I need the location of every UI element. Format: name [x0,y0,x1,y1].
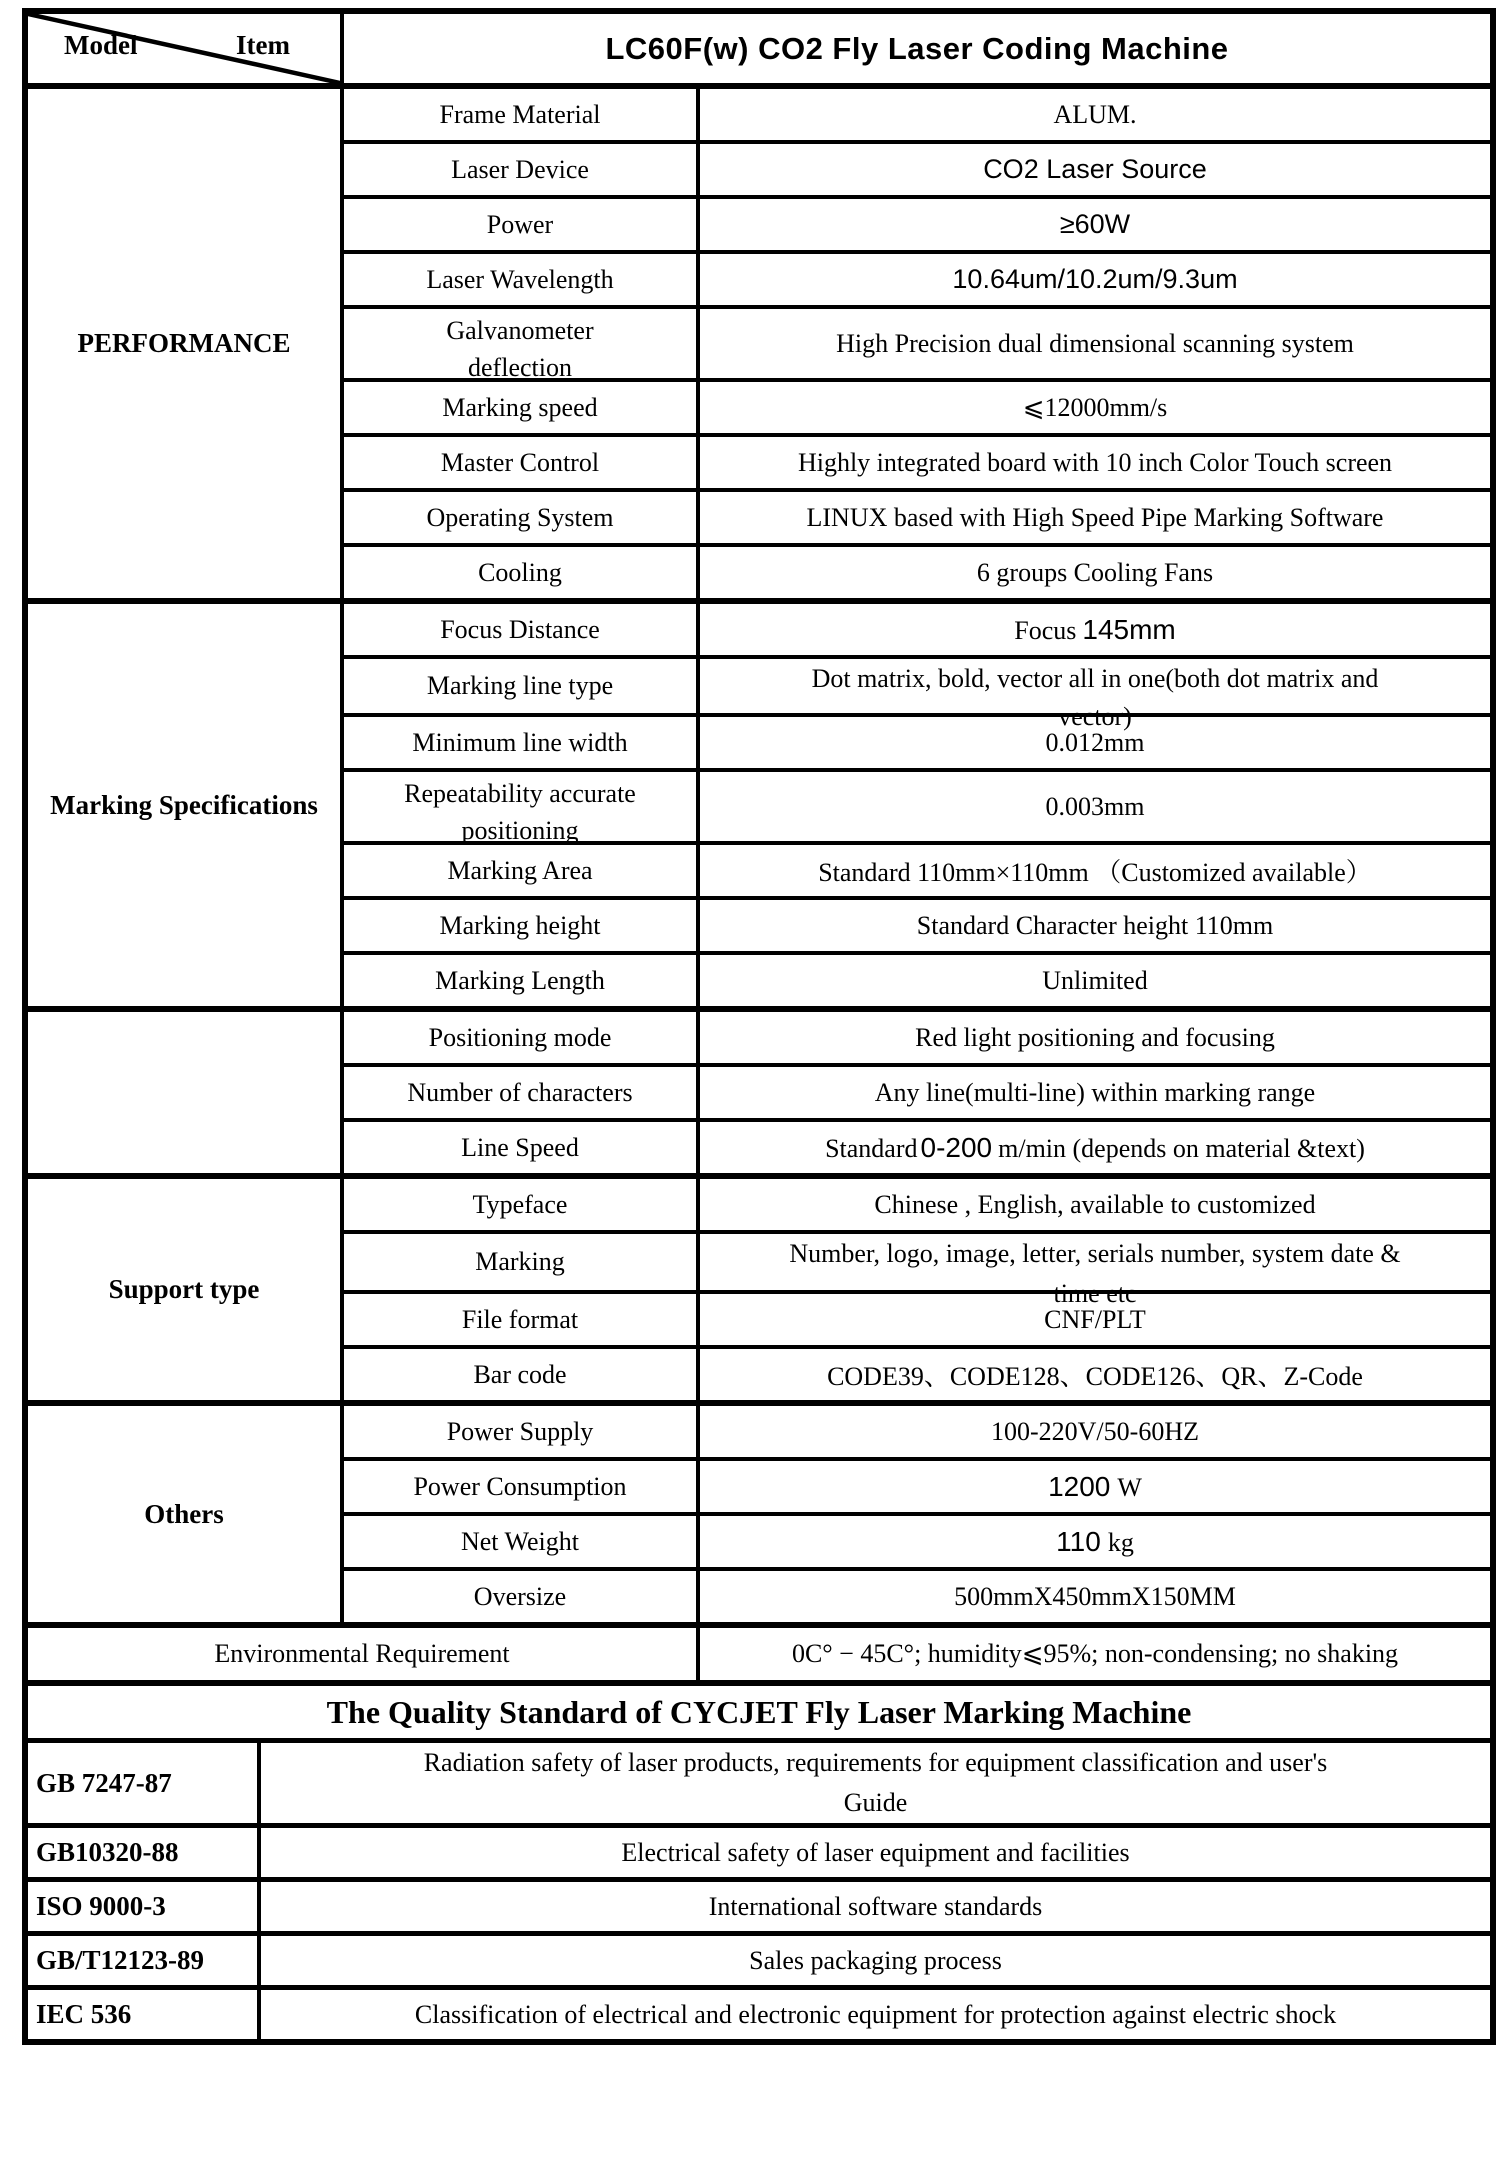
quality-standard-title: The Quality Standard of CYCJET Fly Laser Marking Machine [25,1686,1493,1741]
spec-value: Chinese , English, available to customized [698,1176,1493,1232]
spec-label: Laser Wavelength [342,252,698,307]
spec-value: 100-220V/50-60HZ [698,1403,1493,1459]
spec-label: Marking [342,1232,698,1292]
spec-value: Highly integrated board with 10 inch Color Touch screen [698,435,1493,490]
spec-value [698,1232,1493,1308]
spec-value [698,1120,1493,1176]
standard-description-line2: Guide [843,1788,908,1817]
standard-description: Sales packaging process [259,1934,1493,1988]
spec-value-number: 110 [1056,1525,1101,1557]
spec-label: Oversize [342,1569,698,1625]
table-row [25,1988,1493,2043]
standard-description-text [271,1743,1480,1823]
section-label-marking-specifications: Marking Specifications [25,601,342,1009]
spec-value-line2: time etc [1053,1279,1137,1308]
spec-label: Marking height [342,898,698,953]
table-row [25,1880,1493,1934]
spec-label: Frame Material [342,86,698,142]
spec-label [342,770,698,843]
spec-value: Standard Character height 110mm [698,898,1493,953]
spec-label: Cooling [342,545,698,601]
standard-code: IEC 536 [25,1988,259,2043]
spec-value-number: 0-200 [920,1131,993,1163]
spec-label: Operating System [342,490,698,545]
spec-value: Red light positioning and focusing [698,1009,1493,1065]
section-label-empty [25,1009,342,1176]
spec-value: Any line(multi-line) within marking range [698,1065,1493,1120]
spec-label-text: Galvanometer deflection [446,315,594,382]
spec-label: Bar code [342,1347,698,1403]
spec-value: ALUM. [698,86,1493,142]
spec-value-line2: vector) [1058,702,1132,731]
model-label: Model [64,30,138,60]
section-label-others: Others [25,1403,342,1625]
spec-value-unit: W [1117,1472,1142,1502]
spec-label: Line Speed [342,1120,698,1176]
spec-value: CO2 Laser Source [698,142,1493,197]
table-header-row [25,11,1493,86]
standard-description: Electrical safety of laser equipment and facilities [259,1826,1493,1880]
spec-value: 500mmX450mmX150MM [698,1569,1493,1625]
spec-value: CNF/PLT [698,1292,1493,1347]
spec-value-number: 145mm [1082,613,1176,645]
spec-value [698,657,1493,731]
spec-value: Unlimited [698,953,1493,1009]
spec-value-number: 1200 [1048,1470,1111,1502]
standard-description: International software standards [259,1880,1493,1934]
spec-label: Power Supply [342,1403,698,1459]
spec-value: 10.64um/10.2um/9.3um [698,252,1493,307]
spec-value-text: Standard [825,1133,918,1163]
spec-value: High Precision dual dimensional scanning system [698,307,1493,380]
spec-label: Minimum line width [342,715,698,770]
table-row [25,1009,1493,1065]
spec-label: Marking speed [342,380,698,435]
item-label: Item [236,30,290,60]
standard-description: Classification of electrical and electronic equipment for protection against electric shock [259,1988,1493,2043]
spec-value-line1: Number, logo, image, letter, serials number, system date & [789,1239,1401,1268]
spec-value-clipped [710,1234,1480,1308]
standard-code: GB 7247-87 [25,1741,259,1826]
machine-title: LC60F(w) CO2 Fly Laser Coding Machine [342,11,1493,86]
table-row [25,1625,1493,1683]
spec-value: Standard 110mm×110mm （Customized available） [698,843,1493,898]
standard-description [259,1741,1493,1826]
spec-value: ⩽12000mm/s [698,380,1493,435]
spec-value [698,1459,1493,1514]
spec-value: LINUX based with High Speed Pipe Marking Software [698,490,1493,545]
spec-label [342,307,698,380]
standard-description-line1: Radiation safety of laser products, requirements for equipment classification and user's [423,1748,1328,1777]
table-row [25,601,1493,657]
spec-label: Marking Area [342,843,698,898]
model-item-header-cell [25,11,342,86]
section-label-performance: PERFORMANCE [25,86,342,601]
spec-label: Marking line type [342,657,698,715]
table-row [25,1934,1493,1988]
spec-label-text: Repeatability accurate positioning [404,778,636,845]
environmental-requirement-value: 0C° − 45C°; humidity⩽95%; non-condensing; no shaking [698,1625,1493,1683]
spec-label: Number of characters [342,1065,698,1120]
spec-label: Marking Length [342,953,698,1009]
spec-value: 0.012mm [698,715,1493,770]
table-row [25,1176,1493,1232]
spec-label: Focus Distance [342,601,698,657]
table-row [25,1686,1493,1741]
spec-label: Laser Device [342,142,698,197]
spec-value-text: Focus [1014,615,1077,645]
spec-value: ≥60W [698,197,1493,252]
spec-value: CODE39、CODE128、CODE126、QR、Z-Code [698,1347,1493,1403]
spec-label: Net Weight [342,1514,698,1569]
spec-value [698,601,1493,657]
section-label-support-type: Support type [25,1176,342,1403]
quality-standards-table [22,1686,1496,2045]
spec-label: Master Control [342,435,698,490]
table-row [25,1826,1493,1880]
spec-value-text: m/min (depends on material &text) [998,1133,1365,1163]
spec-label: Power Consumption [342,1459,698,1514]
spec-value-clipped [710,660,1480,731]
standard-code: GB10320-88 [25,1826,259,1880]
environmental-requirement-label: Environmental Requirement [25,1625,698,1683]
spec-value [698,1514,1493,1569]
spec-label: Power [342,197,698,252]
spec-value-line1: Dot matrix, bold, vector all in one(both dot matrix and [811,664,1379,693]
spec-label: Positioning mode [342,1009,698,1065]
table-row [25,86,1493,142]
spec-value: 0.003mm [698,770,1493,843]
spec-table [22,8,1496,1686]
standard-code: GB/T12123-89 [25,1934,259,1988]
standard-code: ISO 9000-3 [25,1880,259,1934]
table-row [25,1741,1493,1826]
spec-label: File format [342,1292,698,1347]
spec-value: 6 groups Cooling Fans [698,545,1493,601]
spec-value-unit: kg [1107,1527,1134,1557]
table-row [25,1403,1493,1459]
spec-label: Typeface [342,1176,698,1232]
